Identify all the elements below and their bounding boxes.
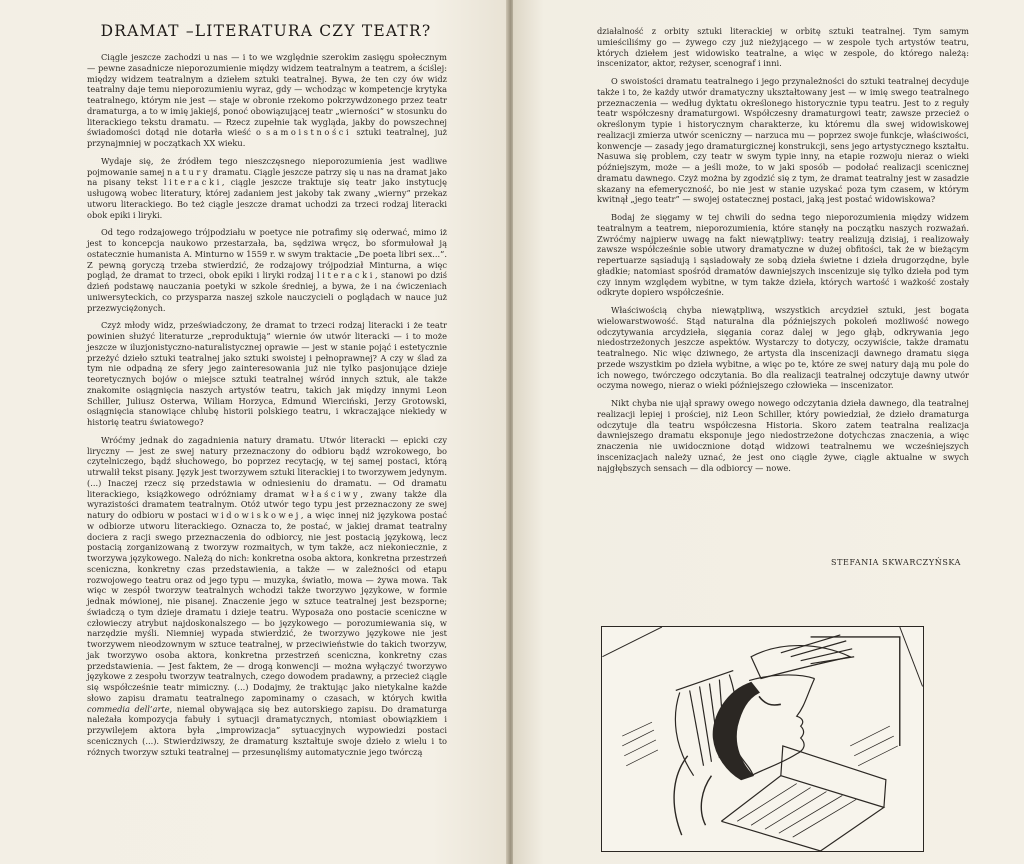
theatre-masks-illustration (601, 626, 924, 852)
winged-helmet-icon (749, 635, 854, 681)
paragraph: O swoistości dramatu teatralnego i jego przynależności do sztuki teatralnej decyduje także i to, że każdy utwór dramatyczny ukształtowany jest — w imię swego teatralnego przeznaczenia — według dyktatu określonego historycznie typu teatru. Jest to z reguły teatr współczesny dramaturgowi. Współczesny dramaturgowi teatr, zawsze przecież o określonym typie i historycznym charakterze, ku któremu dla swej widowiskowej realizacji zmierza utwór sceniczny — narzuca mu — poprzez swoje funkcje, właściwości, konwencje — zasady jego dramaturgicznej konstrukcji, sens jego artystycznego kształtu. Nasuwa się problem, czy teatr w swym typie inny, na etapie rozwoju nieraz o wieki późniejszym, może — a jeśli może, to w jaki sposób — podołać realizacji scenicznej dramatu dawnego. Czyż można by zgodzić się z tym, że dramat teatralny jest w zasadzie skazany na efemeryczność, bo nie jest w stanie uzyskać poza tym czasem, w którym kwitnął „jego teatr” — swojej ostatecznej postaci, jaką jest postać widowiskowa? (597, 76, 969, 205)
right-page (513, 0, 1024, 864)
author-signature: STEFANIA SKWARCZYŃSKA (831, 558, 962, 567)
ink-drawing (602, 627, 923, 851)
open-book-icon (721, 746, 886, 851)
left-text-column (87, 52, 447, 764)
left-page (0, 0, 508, 864)
paragraph: Wydaje się, że źródłem tego nieszczęsnego nieporozumienia jest wadliwe pojmowanie samej natury dramatu. Ciągle jeszcze patrzy się u nas na dramat jako na pisany tekst literacki, ciągle jeszcze traktuje się teatr jako instytucję usługową wobec literatury, której zadaniem jest jakoby tak zwany „wierny” przekaz utworu literackiego. Bo też ciągle jeszcze dramat uchodzi za trzeci rodzaj literacki obok epiki i liryki. (87, 155, 448, 220)
shadow-profile (713, 683, 759, 780)
right-text-column (597, 26, 969, 480)
article-title: DRAMAT –LITERATURA CZY TEATR? (100, 22, 432, 40)
paragraph: Od tego rodzajowego trójpodziału w poetyce nie potrafimy się oderwać, mimo iż jest to koncepcja naukowo przestarzała, ba, sędziwa wręcz, bo sformułował ją ostatecznie humanista A. Minturno w 1559 r. w swym traktacie „De poeta libri sex...”. Z pewną goryczą trzeba stwierdzić, że rodzajowy trójpodział Minturna, a więc pogląd, że dramat to trzeci, obok epiki i liryki rodzaj literacki, stanowi po dziś dzień podstawę nauczania poetyki w szkole średniej, a bywa, że i na ćwiczeniach uniwersyteckich, co przysparza naszej szkole nauczycieli o poglądach w nauce już przezwyciężonych. (87, 227, 448, 313)
paragraph: Nikt chyba nie ujął sprawy owego nowego odczytania dzieła dawnego, dla teatralnej realizacji lepiej i prościej, niż Leon Schiller, który powiedział, że dzieło dramaturga odczytuje dla teatru współczesna Historia. Skoro zatem teatralna realizacja dawniejszego dramatu eksponuje jego niedostrzeżone dotychczas znaczenia, a więc znaczenia nie uwidocznione dotąd widzowi teatralnemu we wcześniejszych inscenizacjach należy uznać, że jest ono ciągle żywe, ciągle aktualne w swych najgłębszych sensach — dla odbiorcy — nowe. (597, 398, 969, 473)
paragraph: Właściwością chyba niewątpliwą, wszystkich arcydzieł sztuki, jest bogata wielowarstwowość. Stąd naturalna dla późniejszych pokoleń możliwość nowego odczytywania arcydzieła, sięgania coraz dalej w jego głąb, odkrywania jego niedostrzeżonych jeszcze aspektów. Wystarczy to dotyczy, oczywiście, także dramatu teatralnego. Nic więc dziwnego, że artysta dla inscenizacji dawnego dramatu sięga przede wszystkim po dzieła wybitne, a więc po te, które ze swej natury dają mu pole do ich nowego, twórczego odczytania. Bo dla realizacji teatralnej odczytuje dawny utwór oczyma nowego, nieraz o wieki późniejszego człowieka — inscenizator. (597, 305, 969, 391)
paragraph: Wróćmy jednak do zagadnienia natury dramatu. Utwór literacki — epicki czy liryczny — jest ze swej natury przeznaczony do odbioru bądź wzrokowego, bo czytelniczego, bądź słuchowego, bo poprzez recytację, w tej samej postaci, którą utrwalił tekst pisany. Język jest tworzywem sztuki literackiej i to tworzywem jedynym. (...) Inaczej rzecz się przedstawia w odniesieniu do dramatu. — Od dramatu literackiego, książkowego odróżniamy dramat właściwy, zwany także dla wyrazistości dramatem teatralnym. Otóż utwór tego typu jest przeznaczony ze swej natury do odbioru w postaci widowiskowej, a więc innej niż językowa postać w odbiorze utworu literackiego. Oznacza to, że postać, w jakiej dramat teatralny dociera z racji swego przeznaczenia do odbiorcy, nie jest postacią językową, lecz postacią zorganizowaną z tworzyw rozmaitych, w tym także, acz niekoniecznie, z tworzywa językowego. Należą do nich: konkretna osoba aktora, konkretna przestrzeń sceniczna, konkretny czas przedstawienia, a także — w zależności od etapu rozwojowego teatru oraz od jego typu — muzyka, światło, mowa — żywa mowa. Tak więc w zespół tworzyw teatralnych wchodzi także tworzywo językowe, w formie jednak mówionej, nie pisanej. Znaczenie jego w sztuce teatralnej jest bezsporne; świadczą o tym dzieje dramatu i dzieje teatru. Wyposaża ono postacie sceniczne w człowieczy atrybut najdoskonalszego — bo językowego — porozumiewania się, w narzędzie myśli. Niemniej wypada stwierdzić, że tworzywo językowe nie jest tworzywem nieodzownym w sztuce teatralnej, w przeciwieństwie do takich tworzyw, jak tworzywo osoba aktora, konkretna przestrzeń sceniczna, konkretny czas przedstawienia. — Jest faktem, że — drogą konwencji — można wyłączyć tworzywo językowe z zespołu tworzyw teatralnych, czego dowodem pradawny, a przecież ciągle się współcześnie teatr mimiczny. (...) Dodajmy, że traktując jako nietykalne każde słowo zapisu dramatu teatralnego zapominamy o czasach, w których kwitła commedia dell’arte, niemal obywająca się bez autorskiego zapisu. Do dramaturga należała kompozycja fabuły i sytuacji dramatycznych, ntomiast obowiązkiem i przywilejem aktora była „improwizacja” sytuacyjnych wypowiedzi postaci scenicznych (...). Stwierdziwszy, że dramaturg kształtuje swoje dzieło z wielu i to różnych tworzyw sztuki teatralnej — przesunęliśmy automatycznie jego twórczą (87, 434, 447, 757)
paragraph: Bodaj że sięgamy w tej chwili do sedna tego nieporozumienia między widzem teatralnym a teatrem, nieporozumienia, które stanęły na początku naszych rozważań. Zwróćmy najpierw uwagę na fakt niewątpliwy: teatry realizują dzisiaj, i realizowały zawsze współcześnie sobie utwory dramatyczne w dużej obfitości, tak że w bieżącym repertuarze sąsiadują i sąsiadowały ze sobą dzieła świetne i dzieła drugorzędne, byle gładkie; natomiast spośród dramatów dawniejszych inscenizuje się tylko dzieła pod tym czy innym względem wybitne, w tym także dzieła, których wartość i ważkość zostały odkryte dopiero współcześnie. (597, 212, 969, 298)
paragraph: działalność z orbity sztuki literackiej w orbitę sztuki teatralnej. Tym samym umieściliśmy go — żywego czy już nieżyjącego — w zespole tych artystów teatru, których dziełem jest widowisko teatralne, a więc w zespole, do którego należą: inscenizator, aktor, reżyser, scenograf i inni. (597, 26, 969, 69)
paragraph: Ciągle jeszcze zachodzi u nas — i to we względnie szerokim zasięgu społecznym — pewne zasadnicze nieporozumienie między widzem teatralnym a teatrem, a ściślej: między widzem teatralnym a dziełem sztuki teatralnej. Bywa, że ten czy ów widz teatralny daje temu nieporozumieniu wyraz, gdy — wchodząc w kompetencje krytyka teatralnego, którym nie jest — staje w obronie rzekomo pokrzywdzonego przez teatr dramaturga, a to w imię jakiejś, ponoć obowiązującej teatr „wierności” w stosunku do literackiego tekstu dramatu. — Rzecz zupełnie tak wygląda, jakby do powszechnej świadomości dotąd nie dotarła wieść o samoistności sztuki teatralnej, już przynajmniej w początkach XX wieku. (87, 52, 447, 148)
paragraph: Czyż młody widz, przeświadczony, że dramat to trzeci rodzaj literacki i że teatr powinien służyć literaturze „reproduktują” wiernie ów utwór literacki — i to może jeszcze w iluzjonistyczno-naturalistycznej oprawie — jest w stanie pojąć i estetycznie przeżyć dzieło sztuki teatralnej jako sztuki swoistej i pełnoprawnej? A czy w ślad za tym nie odpadną ze sfery jego zainteresowania już nie tylko pasjonujące dzieje teoretycznych bojów o miejsce sztuki teatralnej wśród innych sztuk, ale także znakomite osiągnięcia naszych artystów teatru, takich jak między innymi Leon Schiller, Juliusz Osterwa, Wiliam Horzyca, Edmund Wierciński, Jerzy Grotowski, osiągnięcia stanowiące chlubę historii polskiego teatru, i wkraczające niekiedy w historię teatru światowego? (87, 320, 447, 427)
